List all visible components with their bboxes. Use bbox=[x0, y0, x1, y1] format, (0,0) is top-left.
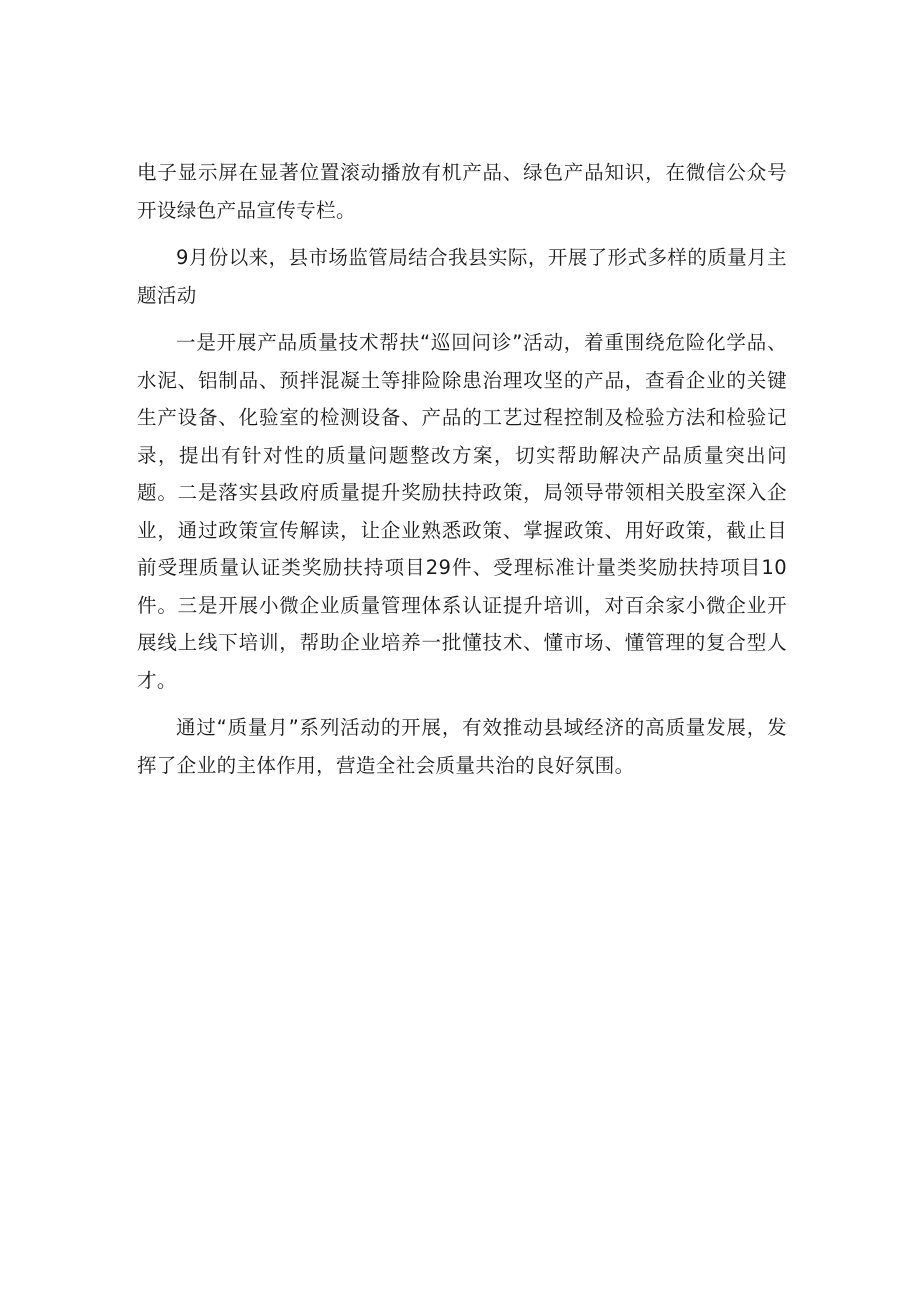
paragraph-1: 电子显示屏在显著位置滚动播放有机产品、绿色产品知识，在微信公众号开设绿色产品宣传专栏。 bbox=[137, 161, 787, 222]
paragraph-3: 一是开展产品质量技术帮扶“巡回问诊”活动，着重围绕危险化学品、水泥、铝制品、预拌混凝土等排险除患治理攻坚的产品，查看企业的关键生产设备、化验室的检测设备、产品的工艺过程控制及检验方法和检验记录，提出有针对性的质量问题整改方案，切实帮助解决产品质量突出问题。二是落实县政府质量提升奖励扶持政策，局领导带领相关股室深入企业，通过政策宣传解读，让企业熟悉政策、掌握政策、用好政策，截止目前受理质量认证类奖励扶持项目29件、受理标准计量类奖励扶持项目10件。三是开展小微企业质量管理体系认证提升培训，对百余家小微企业开展线上线下培训，帮助企业培养一批懂技术、懂市场、懂管理的复合型人才。 bbox=[137, 331, 787, 692]
document-body bbox=[137, 154, 787, 794]
paragraph-4: 通过“质量月”系列活动的开展，有效推动县域经济的高质量发展，发挥了企业的主体作用，营造全社会质量共治的良好氛围。 bbox=[137, 716, 787, 777]
paragraph-2: 9月份以来，县市场监管局结合我县实际，开展了形式多样的质量月主题活动 bbox=[137, 246, 787, 307]
